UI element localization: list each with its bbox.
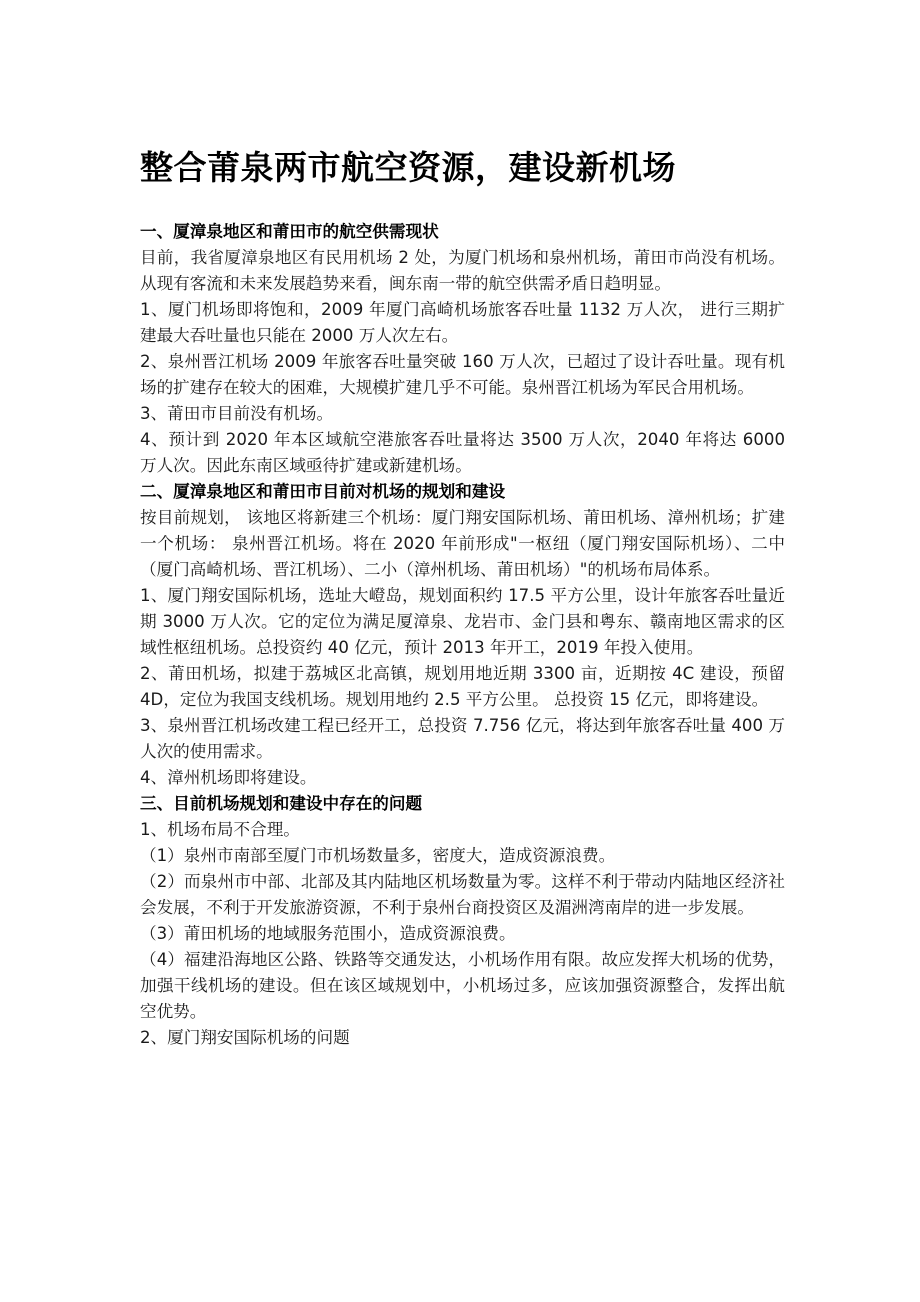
paragraph: （4）福建沿海地区公路、铁路等交通发达，小机场作用有限。故应发挥大机场的优势，加强干线机场的建设。但在该区域规划中，小机场过多，应该加强资源整合，发挥出航空优势。 xyxy=(140,950,785,1021)
paragraph: 3、泉州晋江机场改建工程已经开工，总投资 7.756 亿元，将达到年旅客吞吐量 400 万人次的使用需求。 xyxy=(140,716,785,761)
paragraph: 1、机场布局不合理。 xyxy=(140,820,300,839)
paragraph: 4、预计到 2020 年本区域航空港旅客吞吐量将达 3500 万人次，2040 年将达 6000 万人次。因此东南区域亟待扩建或新建机场。 xyxy=(140,430,785,475)
paragraph: 2、厦门翔安国际机场的问题 xyxy=(140,1028,350,1047)
paragraph: 2、莆田机场，拟建于荔城区北高镇，规划用地近期 3300 亩，近期按 4C 建设，预留 4D，定位为我国支线机场。规划用地约 2.5 平方公里。 总投资 15 亿元，即将建设。 xyxy=(140,664,785,709)
paragraph: 4、漳州机场即将建设。 xyxy=(140,768,317,787)
paragraph: 1、厦门机场即将饱和，2009 年厦门高崎机场旅客吞吐量 1132 万人次， 进行三期扩建最大吞吐量也只能在 2000 万人次左右。 xyxy=(140,300,785,345)
paragraph: （2）而泉州市中部、北部及其内陆地区机场数量为零。这样不利于带动内陆地区经济社会发展，不利于开发旅游资源，不利于泉州台商投资区及湄洲湾南岸的进一步发展。 xyxy=(140,872,785,917)
paragraph: （3）莆田机场的地域服务范围小，造成资源浪费。 xyxy=(140,924,516,943)
paragraph: 按目前规划， 该地区将新建三个机场：厦门翔安国际机场、莆田机场、漳州机场；扩建一个机场： 泉州晋江机场。将在 2020 年前形成"一枢纽（厦门翔安国际机场）、二中（厦门高崎机场、晋江机场）、二小（漳州机场、莆田机场）"的机场布局体系。 xyxy=(140,508,785,579)
section-heading: 三、目前机场规划和建设中存在的问题 xyxy=(140,794,423,813)
paragraph: 1、厦门翔安国际机场，选址大嶝岛，规划面积约 17.5 平方公里，设计年旅客吞吐量近期 3000 万人次。它的定位为满足厦漳泉、龙岩市、金门县和粤东、赣南地区需求的区域性枢纽机场。总投资约 40 亿元，预计 2013 年开工，2019 年投入使用。 xyxy=(140,586,785,657)
paragraph: 2、泉州晋江机场 2009 年旅客吞吐量突破 160 万人次，已超过了设计吞吐量。现有机场的扩建存在较大的困难，大规模扩建几乎不可能。泉州晋江机场为军民合用机场。 xyxy=(140,352,785,397)
document-title: 整合莆泉两市航空资源，建设新机场 xyxy=(140,148,676,187)
paragraph: 目前，我省厦漳泉地区有民用机场 2 处，为厦门机场和泉州机场，莆田市尚没有机场。从现有客流和未来发展趋势来看，闽东南一带的航空供需矛盾日趋明显。 xyxy=(140,248,785,293)
document-body xyxy=(140,219,785,1051)
section-heading: 二、厦漳泉地区和莆田市目前对机场的规划和建设 xyxy=(140,482,506,501)
paragraph: （1）泉州市南部至厦门市机场数量多，密度大，造成资源浪费。 xyxy=(140,846,616,865)
section-heading: 一、厦漳泉地区和莆田市的航空供需现状 xyxy=(140,222,439,241)
paragraph: 3、莆田市目前没有机场。 xyxy=(140,404,334,423)
